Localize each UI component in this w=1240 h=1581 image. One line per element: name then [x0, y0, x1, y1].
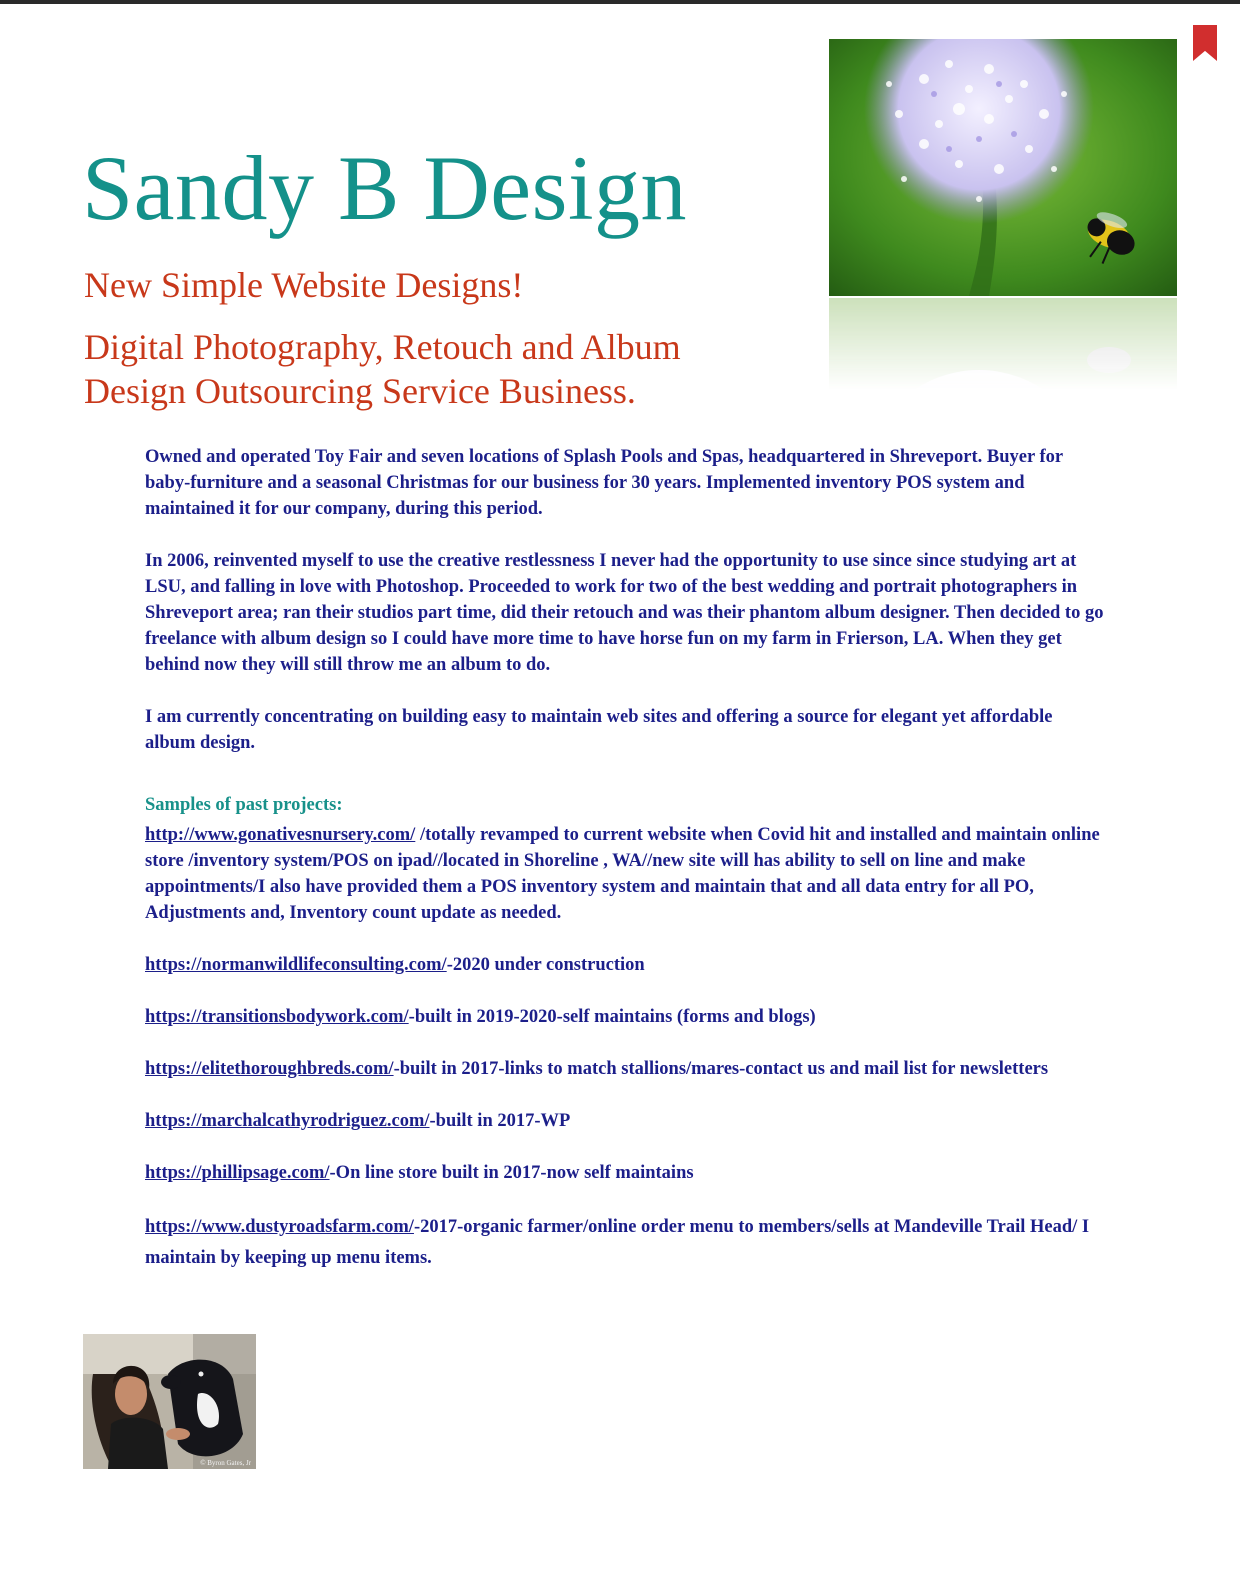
project-description: -built in 2017-WP	[429, 1111, 571, 1131]
hero-flower-photo	[829, 39, 1177, 296]
project-link[interactable]: https://normanwildlifeconsulting.com/	[145, 955, 447, 975]
samples-heading: Samples of past projects:	[145, 795, 343, 815]
tagline: Digital Photography, Retouch and Album Design Outsourcing Service Business.	[84, 327, 681, 411]
project-link[interactable]: https://transitionsbodywork.com/	[145, 1007, 409, 1027]
project-link[interactable]: https://marchalcathyrodriguez.com/	[145, 1111, 430, 1131]
bio-paragraph-3: I am currently concentrating on building easy to maintain web sites and offering a source for elegant yet affordable album design.	[145, 707, 1053, 753]
project-item	[145, 952, 1105, 978]
main-content	[145, 444, 1105, 1300]
project-item	[145, 822, 1105, 926]
project-link[interactable]: https://elitethoroughbreds.com/	[145, 1059, 394, 1079]
top-border	[0, 0, 1240, 4]
project-item	[145, 1212, 1105, 1274]
project-description: -2020 under construction	[446, 955, 645, 975]
project-item	[145, 1160, 1105, 1186]
project-link[interactable]: https://phillipsage.com/	[145, 1163, 330, 1183]
subtitle: New Simple Website Designs!	[84, 265, 524, 305]
project-item	[145, 1108, 1105, 1134]
project-item	[145, 1004, 1105, 1030]
bio-paragraph-1: Owned and operated Toy Fair and seven locations of Splash Pools and Spas, headquartered in Shreveport. Buyer for baby-furniture and a seasonal Christmas for our business for 30 years. Implemented inventory POS system and maintained it for our company, during this period.	[145, 447, 1063, 519]
bio-paragraph-2: In 2006, reinvented myself to use the creative restlessness I never had the opportunity to use since since studying art at LSU, and falling in love with Photoshop. Proceeded to work for two of the best wedding and portrait photographers in Shreveport area; ran their studios part time, did their retouch and was their phantom album designer. Then decided to go freelance with album design so I could have more time to have horse fun on my farm in Frierson, LA. When they get behind now they will still throw me an album to do.	[145, 551, 1104, 675]
hero-photo-reflection	[829, 298, 1177, 390]
project-item	[145, 1056, 1105, 1082]
portrait-photo	[83, 1334, 256, 1469]
project-link[interactable]: https://www.dustyroadsfarm.com/	[145, 1217, 414, 1237]
project-description: -built in 2017-links to match stallions/mares-contact us and mail list for newsletters	[393, 1059, 1049, 1079]
project-link[interactable]: http://www.gonativesnursery.com/	[145, 825, 416, 845]
page-title: Sandy B Design	[82, 137, 687, 239]
project-description: -built in 2019-2020-self maintains (forms and blogs)	[408, 1007, 816, 1027]
bookmark-icon[interactable]	[1193, 25, 1217, 61]
project-description: -2017-organic farmer/online order menu to members/sells at Mandeville Trail Head/ I maintain by keeping up menu items.	[145, 1217, 1090, 1268]
project-description: -On line store built in 2017-now self maintains	[329, 1163, 694, 1183]
project-description: /totally revamped to current website when Covid hit and installed and maintain online store /inventory system/POS on ipad//located in Shoreline , WA//new site will has ability to sell on line and make appointments/I also have provided them a POS inventory system and maintain that and all data entry for all PO, Adjustments and, Inventory count update as needed.	[145, 825, 1100, 923]
portrait-credit: © Byron Gates, Jr	[200, 1459, 251, 1467]
